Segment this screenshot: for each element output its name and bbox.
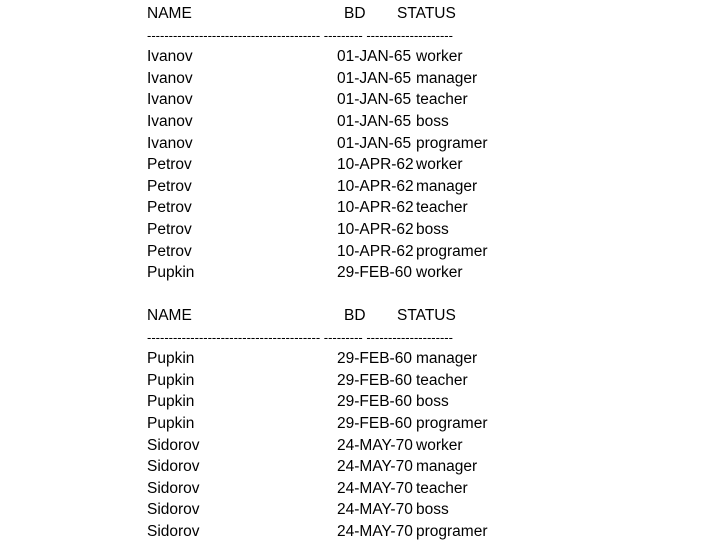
cell-bd: 10-APR-62: [337, 156, 414, 174]
cell-bd: 24-MAY-70: [337, 458, 413, 476]
column-header-bd: BD: [344, 307, 366, 324]
cell-status: teacher: [416, 479, 468, 497]
table-row: [147, 176, 567, 198]
table-row: [147, 348, 567, 370]
cell-bd: 10-APR-62: [337, 199, 414, 217]
table-row: [147, 46, 567, 68]
cell-bd: 01-JAN-65: [337, 112, 412, 130]
cell-name: Ivanov: [147, 134, 193, 152]
cell-name: Petrov: [147, 199, 192, 217]
cell-status: worker: [416, 48, 463, 66]
cell-status: manager: [416, 69, 478, 87]
cell-name: Pupkin: [147, 350, 195, 368]
cell-status: worker: [416, 156, 463, 174]
column-header-row: [147, 3, 567, 25]
cell-bd: 01-JAN-65: [337, 134, 412, 152]
cell-bd: 10-APR-62: [337, 177, 414, 195]
table-row: [147, 435, 567, 457]
header-separator: [147, 25, 567, 47]
table-row: [147, 241, 567, 263]
column-header-status: STATUS: [397, 307, 456, 324]
cell-name: Petrov: [147, 177, 192, 195]
result-rows-page-1: [147, 46, 567, 284]
cell-name: Ivanov: [147, 112, 193, 130]
table-row: [147, 413, 567, 435]
cell-bd: 10-APR-62: [337, 220, 414, 238]
cell-status: programer: [416, 242, 488, 260]
cell-bd: 10-APR-62: [337, 242, 414, 260]
cell-name: Sidorov: [147, 501, 200, 519]
column-header-bd: BD: [344, 5, 366, 22]
cell-status: manager: [416, 350, 478, 368]
cell-status: worker: [416, 264, 463, 282]
cell-name: Petrov: [147, 220, 192, 238]
cell-bd: 01-JAN-65: [337, 91, 412, 109]
cell-name: Sidorov: [147, 479, 200, 497]
table-row: [147, 133, 567, 155]
result-page-1: [147, 3, 567, 284]
cell-status: manager: [416, 177, 478, 195]
table-row: [147, 154, 567, 176]
cell-status: manager: [416, 458, 478, 476]
cell-bd: 01-JAN-65: [337, 69, 412, 87]
cell-name: Pupkin: [147, 393, 195, 411]
cell-bd: 24-MAY-70: [337, 522, 413, 540]
cell-status: boss: [416, 393, 449, 411]
cell-bd: 29-FEB-60: [337, 393, 412, 411]
cell-bd: 24-MAY-70: [337, 479, 413, 497]
header-separator: [147, 327, 567, 349]
cell-bd: 24-MAY-70: [337, 436, 413, 454]
table-row: [147, 111, 567, 133]
table-row: [147, 391, 567, 413]
cell-name: Petrov: [147, 156, 192, 174]
cell-bd: 29-FEB-60: [337, 264, 412, 282]
column-header-status: STATUS: [397, 5, 456, 22]
cell-status: boss: [416, 501, 449, 519]
cell-name: Ivanov: [147, 91, 193, 109]
separator-dashes: ---------------------------------------- --------- --------------------: [147, 329, 453, 345]
cell-name: Pupkin: [147, 414, 195, 432]
separator-dashes: ---------------------------------------- --------- --------------------: [147, 27, 453, 43]
cell-status: programer: [416, 522, 488, 540]
result-rows-page-2: [147, 348, 567, 542]
table-row: [147, 478, 567, 500]
cell-name: Pupkin: [147, 264, 195, 282]
table-row: [147, 262, 567, 284]
cell-bd: 29-FEB-60: [337, 414, 412, 432]
column-header-row: [147, 305, 567, 327]
cell-name: Ivanov: [147, 69, 193, 87]
cell-status: teacher: [416, 371, 468, 389]
cell-name: Pupkin: [147, 371, 195, 389]
table-row: [147, 370, 567, 392]
cell-bd: 29-FEB-60: [337, 350, 412, 368]
table-row: [147, 197, 567, 219]
cell-bd: 24-MAY-70: [337, 501, 413, 519]
cell-name: Petrov: [147, 242, 192, 260]
cell-status: worker: [416, 436, 463, 454]
cell-status: teacher: [416, 199, 468, 217]
table-row: [147, 521, 567, 543]
table-row: [147, 219, 567, 241]
cell-status: programer: [416, 134, 488, 152]
cell-bd: 01-JAN-65: [337, 48, 412, 66]
table-row: [147, 89, 567, 111]
cell-status: teacher: [416, 91, 468, 109]
cell-name: Ivanov: [147, 48, 193, 66]
table-row: [147, 68, 567, 90]
table-row: [147, 499, 567, 521]
cell-name: Sidorov: [147, 522, 200, 540]
column-header-name: NAME: [147, 5, 192, 22]
column-header-name: NAME: [147, 307, 192, 324]
result-page-2: [147, 305, 567, 543]
table-row: [147, 456, 567, 478]
cell-status: boss: [416, 220, 449, 238]
cell-status: programer: [416, 414, 488, 432]
cell-name: Sidorov: [147, 458, 200, 476]
cell-name: Sidorov: [147, 436, 200, 454]
cell-bd: 29-FEB-60: [337, 371, 412, 389]
cell-status: boss: [416, 112, 449, 130]
